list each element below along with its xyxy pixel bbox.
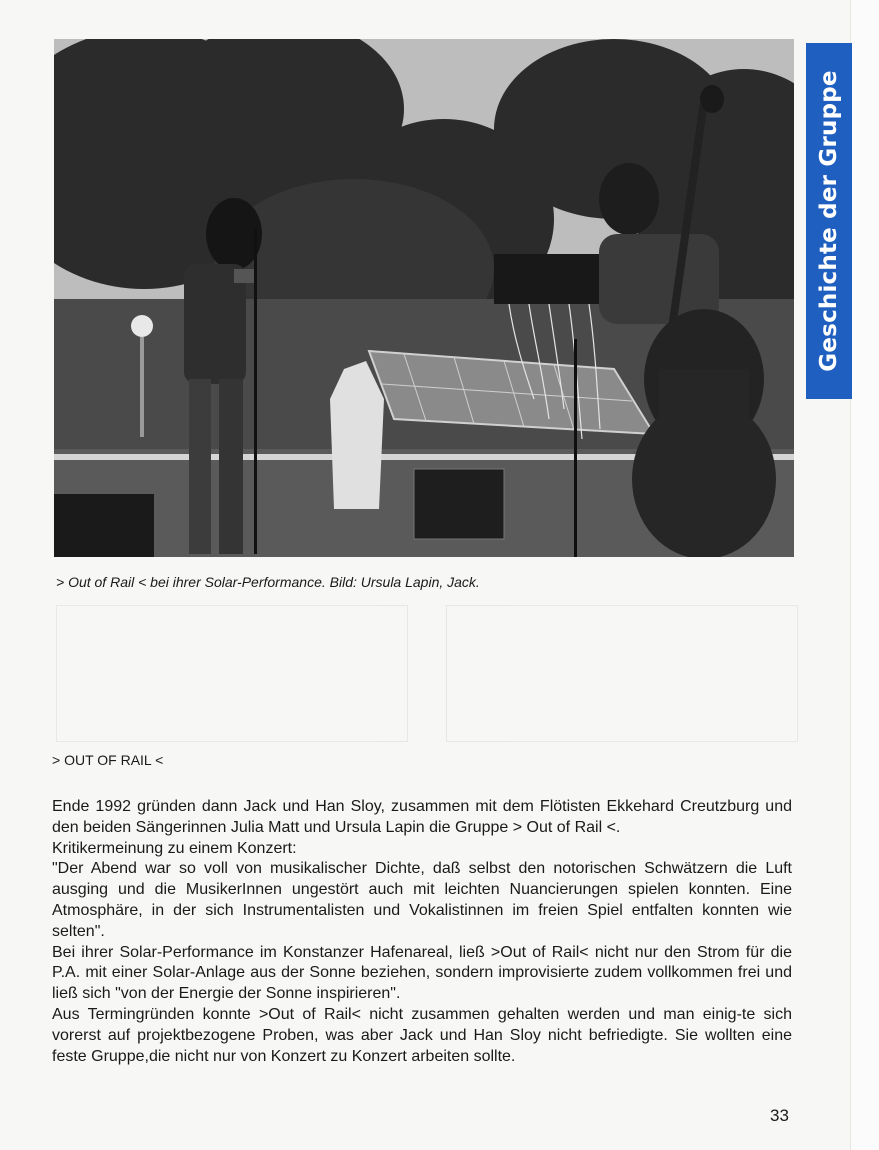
stage-monitor xyxy=(54,494,154,557)
foreground-stand xyxy=(574,339,577,557)
paragraph: Ende 1992 gründen dann Jack und Han Sloy, zusammen mit dem Flötisten Ekkehard Creutzburg und den beiden Sängerinnen Julia Matt und Ursula Lapin die Gruppe > Out of Rail <. xyxy=(52,798,792,836)
photo-caption: > Out of Rail < bei ihrer Solar-Performance. Bild: Ursula Lapin, Jack. xyxy=(56,574,480,590)
amplifier xyxy=(414,469,504,539)
section-tab xyxy=(806,43,852,399)
show-through-bleed xyxy=(56,605,796,740)
band-performance-photo xyxy=(54,39,794,557)
section-heading: > OUT OF RAIL < xyxy=(52,752,164,768)
lamp-globe xyxy=(131,315,153,337)
photo-illustration xyxy=(54,39,794,557)
section-tab-label: Geschichte der Gruppe xyxy=(816,70,842,372)
hanging-shirt xyxy=(330,361,384,509)
paragraph: Kritikermeinung zu einem Konzert: xyxy=(52,839,297,857)
body-text xyxy=(52,797,792,1067)
paragraph: Aus Termingründen konnte >Out of Rail< nicht zusammen gehalten werden und man einig-te sich vorerst auf projektbezogene Proben, was aber Jack und Han Sloy nicht befriedigte. Sie wollten eine feste Gruppe,die nicht nur von Konzert zu Konzert arbeiten sollte. xyxy=(52,1005,792,1065)
page-edge-strip xyxy=(850,0,879,1150)
lamp-post xyxy=(140,337,144,437)
mic-stand xyxy=(254,229,257,554)
page-number: 33 xyxy=(770,1106,789,1125)
paragraph: "Der Abend war so voll von musikalischer Dichte, daß selbst den notorischen Schwätzern die Luft ausging und die MusikerInnen ungestört auch mit leichten Nuancierungen spielen konnten. Eine Atmosphäre, in der sich Instrumentalisten und Vokalistinnen im freien Spiel entfalten konnten wie selten". xyxy=(52,860,792,940)
paragraph: Bei ihrer Solar-Performance im Konstanzer Hafenareal, ließ >Out of Rail< nicht nur den Strom für die P.A. mit einer Solar-Anlage aus der Sonne beziehen, sondern improvisierte zudem vollkommen frei und ließ sich "von der Energie der Sonne inspirieren". xyxy=(52,943,792,1003)
